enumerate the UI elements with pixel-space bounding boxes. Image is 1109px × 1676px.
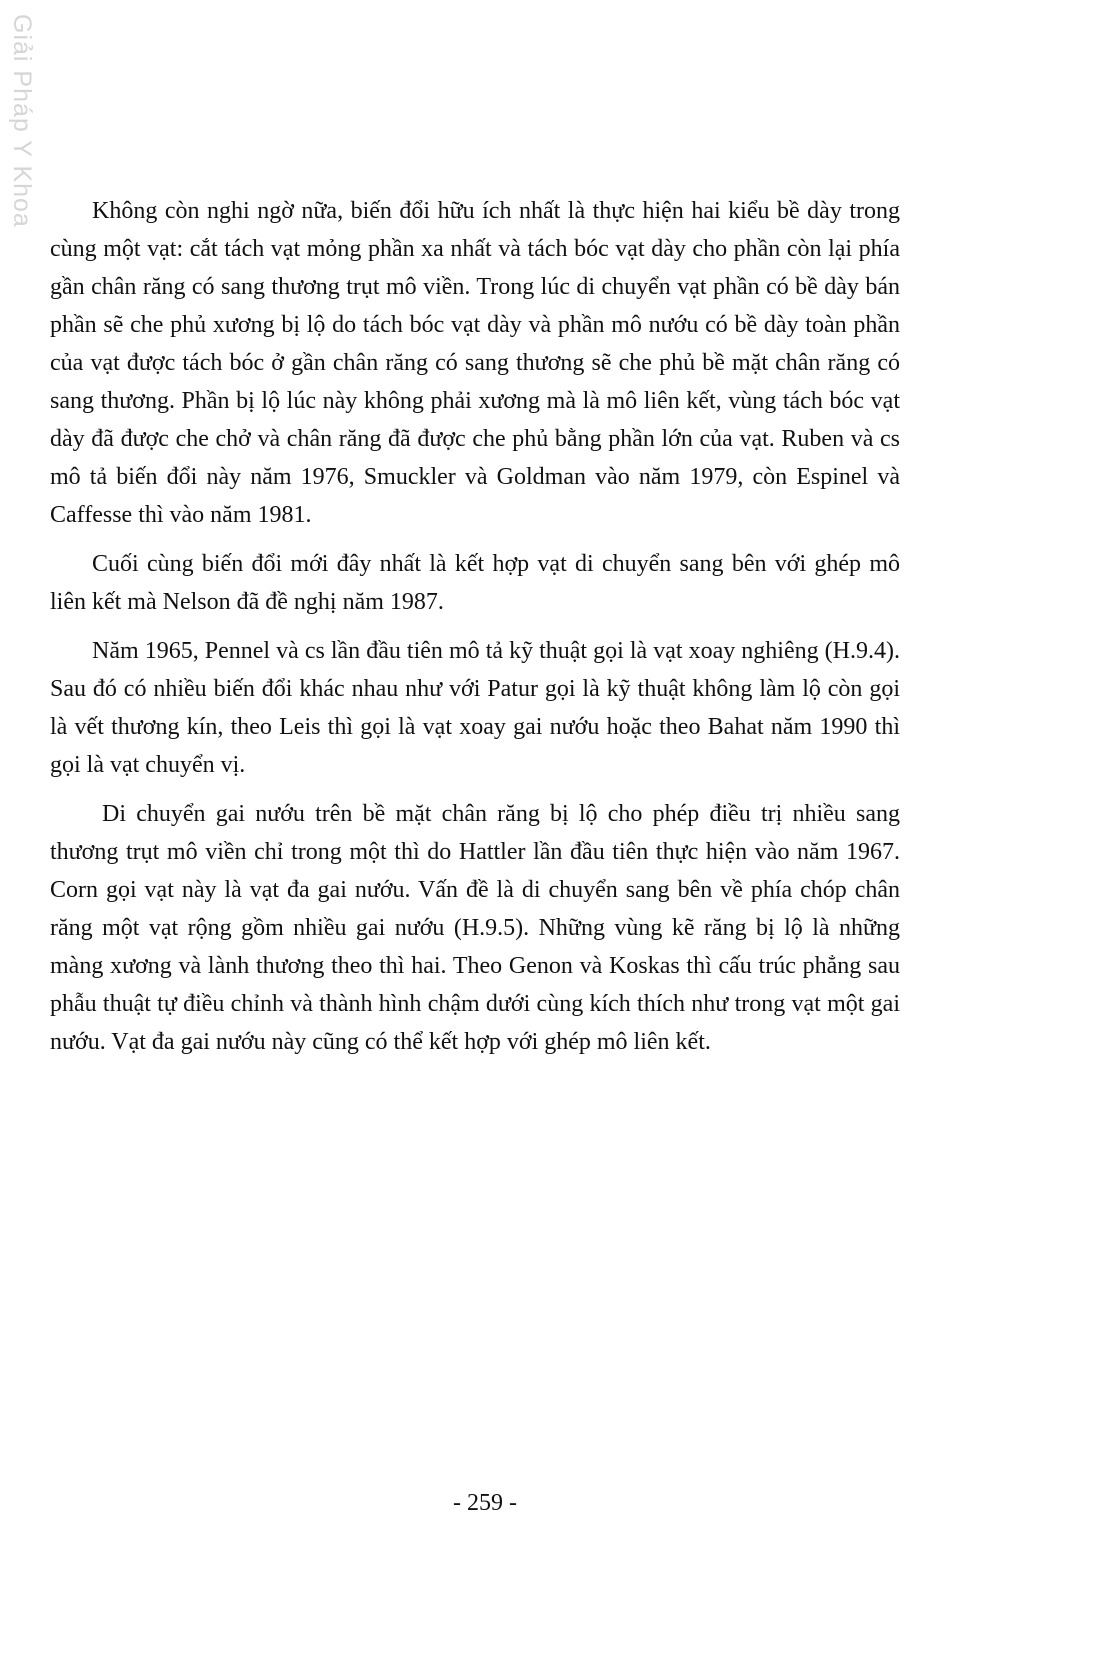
page-number: - 259 -	[453, 1490, 517, 1516]
paragraph-multi-papilla: Di chuyển gai nướu trên bề mặt chân răng bị lộ cho phép điều trị nhiều sang thương trụt mô viền chỉ trong một thì do Hattler lần đầu tiên thực hiện vào năm 1967. Corn gọi vạt này là vạt đa gai nướu. Vấn đề là di chuyển sang bên về phía chóp chân răng một vạt rộng gồm nhiều gai nướu (H.9.5). Những vùng kẽ răng bị lộ là những màng xương và lành thương theo thì hai. Theo Genon và Koskas thì cấu trúc phẳng sau phẫu thuật tự điều chỉnh và thành hình chậm dưới cùng kích thích như trong vạt một gai nướu. Vạt đa gai nướu này cũng có thể kết hợp với ghép mô liên kết.	[50, 801, 900, 1055]
document-body	[50, 192, 900, 1072]
paragraph-flap-thickness: Không còn nghi ngờ nữa, biến đổi hữu ích nhất là thực hiện hai kiểu bề dày trong cùng một vạt: cắt tách vạt mỏng phần xa nhất và tách bóc vạt dày cho phần còn lại phía gần chân răng có sang thương trụt mô viền. Trong lúc di chuyển vạt phần có bề dày bán phần sẽ che phủ xương bị lộ do tách bóc vạt dày và phần mô nướu có bề dày toàn phần của vạt được tách bóc ở gần chân răng có sang thương sẽ che phủ bề mặt chân răng có sang thương. Phần bị lộ lúc này không phải xương mà là mô liên kết, vùng tách bóc vạt dày đã được che chở và chân răng đã được che phủ bằng phần lớn của vạt. Ruben và cs mô tả biến đổi này năm 1976, Smuckler và Goldman vào năm 1979, còn Espinel và Caffesse thì vào năm 1981.	[50, 198, 900, 528]
watermark-text: Giải Pháp Y Khoa	[8, 14, 36, 228]
paragraph-pennel: Năm 1965, Pennel và cs lần đầu tiên mô tả kỹ thuật gọi là vạt xoay nghiêng (H.9.4). Sau đó có nhiều biến đổi khác nhau như với Patur gọi là kỹ thuật không làm lộ còn gọi là vết thương kín, theo Leis thì gọi là vạt xoay gai nướu hoặc theo Bahat năm 1990 thì gọi là vạt chuyển vị.	[50, 638, 900, 778]
paragraph-nelson: Cuối cùng biến đổi mới đây nhất là kết hợp vạt di chuyển sang bên với ghép mô liên kết mà Nelson đã đề nghị năm 1987.	[50, 551, 900, 615]
